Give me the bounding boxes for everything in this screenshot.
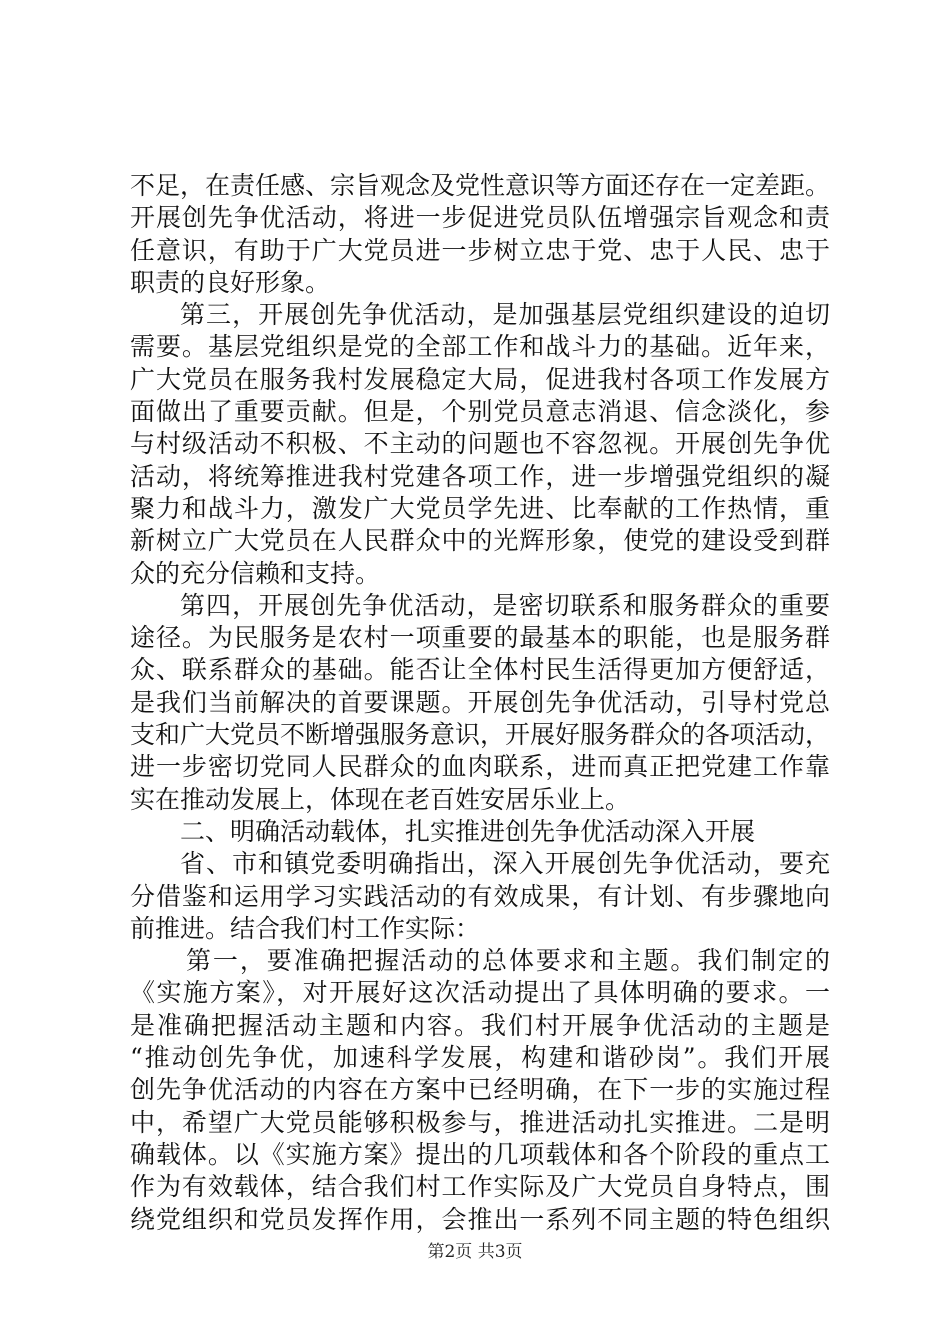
text-line: 众的充分信赖和支持。: [130, 558, 381, 588]
text-line: 聚力和战斗力，激发广大党员学先进、比奉献的工作热情，重: [130, 493, 830, 523]
text-line: 职责的良好形象。: [130, 267, 331, 297]
text-line: 面做出了重要贡献。但是，个别党员意志消退、信念淡化，参: [130, 397, 830, 427]
text-line: “推动创先争优，加速科学发展，构建和谐砂岗”。我们开展: [130, 1043, 830, 1073]
text-line: 创先争优活动的内容在方案中已经明确，在下一步的实施过程: [130, 1075, 830, 1105]
paragraph-start-line: 第四，开展创先争优活动，是密切联系和服务群众的重要: [180, 590, 830, 620]
text-line: 与村级活动不积极、不主动的问题也不容忽视。开展创先争优: [130, 429, 830, 459]
paragraph-start-line: 第三，开展创先争优活动，是加强基层党组织建设的迫切: [180, 300, 830, 330]
text-line: 途径。为民服务是农村一项重要的最基本的职能，也是服务群: [130, 623, 830, 653]
text-line: 是我们当前解决的首要课题。开展创先争优活动，引导村党总: [130, 687, 830, 717]
text-line: 《实施方案》，对开展好这次活动提出了具体明确的要求。一: [130, 978, 830, 1008]
text-line: 前推进。结合我们村工作实际：: [130, 913, 481, 943]
section-heading: 二、明确活动载体，扎实推进创先争优活动深入开展: [180, 816, 756, 846]
text-line: 需要。基层党组织是党的全部工作和战斗力的基础。近年来，: [130, 332, 830, 362]
page-footer: 第2页 共3页: [427, 1242, 523, 1262]
text-line: 进一步密切党同人民群众的血肉联系，进而真正把党建工作靠: [130, 752, 830, 782]
document-body: [130, 170, 830, 1236]
paragraph-start-line: 第一，要准确把握活动的总体要求和主题。我们制定的: [186, 946, 830, 976]
paragraph-start-line: 省、市和镇党委明确指出，深入开展创先争优活动，要充: [180, 849, 830, 879]
text-line: 是准确把握活动主题和内容。我们村开展争优活动的主题是: [130, 1010, 830, 1040]
text-line: 众、联系群众的基础。能否让全体村民生活得更加方便舒适，: [130, 655, 830, 685]
text-line: 中，希望广大党员能够积极参与，推进活动扎实推进。二是明: [130, 1107, 830, 1137]
text-line: 支和广大党员不断增强服务意识，开展好服务群众的各项活动，: [130, 720, 831, 750]
text-line: 绕党组织和党员发挥作用，会推出一系列不同主题的特色组织: [130, 1204, 830, 1234]
text-line: 开展创先争优活动，将进一步促进党员队伍增强宗旨观念和责: [130, 203, 830, 233]
text-line: 分借鉴和运用学习实践活动的有效成果，有计划、有步骤地向: [130, 881, 830, 911]
text-line: 任意识，有助于广大党员进一步树立忠于党、忠于人民、忠于: [130, 235, 830, 265]
text-line: 广大党员在服务我村发展稳定大局，促进我村各项工作发展方: [130, 364, 830, 394]
text-line: 确载体。以《实施方案》提出的几项载体和各个阶段的重点工: [130, 1139, 830, 1169]
text-line: 实在推动发展上，体现在老百姓安居乐业上。: [130, 784, 631, 814]
text-line: 新树立广大党员在人民群众中的光辉形象，使党的建设受到群: [130, 526, 830, 556]
text-line: 不足，在责任感、宗旨观念及党性意识等方面还存在一定差距。: [130, 171, 831, 200]
text-line: 活动，将统筹推进我村党建各项工作，进一步增强党组织的凝: [130, 461, 830, 491]
text-line: 作为有效载体，结合我们村工作实际及广大党员自身特点，围: [130, 1172, 830, 1202]
